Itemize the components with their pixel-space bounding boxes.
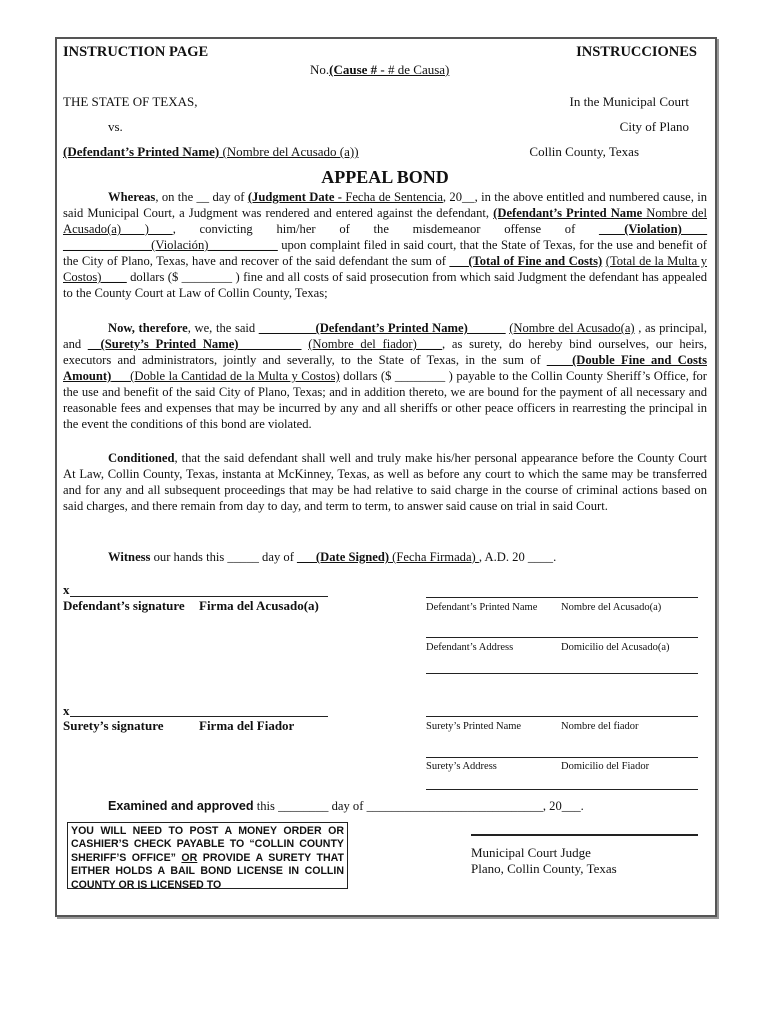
surety-signature-label-es: Firma del Fiador <box>199 718 295 733</box>
defendant-signature-line[interactable] <box>70 596 328 597</box>
surety-address-label-es: Domicilio del Fiador <box>561 761 650 772</box>
paragraph-conditioned: Conditioned, that the said defendant shall well and truly make his/her personal appearance before the County Court At Law, Collin County, Texas, instanta at McKinney, Texas, as well as before any court to which the same may be transferred and for any and all subsequent proceedings that may be had relative to said charge in the course of criminal actions based on said charges, and there remain from day to day, and term to term, to answer said cause on trial in said Court. <box>63 451 707 513</box>
caption-county: Collin County, Texas <box>529 144 639 159</box>
surety-printed-name-label-es: Nombre del fiador <box>561 721 639 732</box>
header-left: INSTRUCTION PAGE <box>63 44 209 60</box>
examined-approved-line: Examined and approved this ________ day of ____________________________, 20___. <box>108 799 584 813</box>
judge-title: Municipal Court Judge <box>471 845 591 860</box>
caption-defendant: (Defendant’s Printed Name) (Nombre del Acusado (a)) <box>63 144 359 159</box>
defendant-address-label-es: Domicilio del Acusado(a) <box>561 642 670 653</box>
judge-signature-line[interactable] <box>471 834 698 836</box>
surety-printed-name-line[interactable] <box>426 716 698 717</box>
defendant-signature-x: x <box>63 582 70 597</box>
paragraph-whereas: Whereas, on the __ day of (Judgment Date - Fecha de Sentencia, 20__, in the above entitled and numbered cause, in said Municipal Court, a Judgment was rendered and entered against the defendant, (Defendant’s Printed Name Nombre del Acusado(a) ) , convicting him/her of the misdemeanor offense of ____(Violation)____ ______________(Violación)___________ upon complaint filed in said court, that the State of Texas, for the use and benefit of the City of Plano, Texas, have and recover of the said defendant the sum of ___(Total of Fine and Costs) (Total de la Multa y Costos)____ dollars ($ ________ ) fine and all costs of said prosecution from which said Judgment the defendant has appealed to the County Court at Law of Collin County, Texas; <box>63 190 708 300</box>
defendant-printed-name-line[interactable] <box>426 597 698 598</box>
payment-notice-box: YOU WILL NEED TO POST A MONEY ORDER OR CASHIER’S CHECK PAYABLE TO “COLLIN COUNTY SHERIFF’S OFFICE” OR PROVIDE A SURETY THAT EITHER HOLDS A BAIL BOND LICENSE IN COLLIN COUNTY OR IS LICENSED TO <box>67 822 348 889</box>
defendant-signature-label: Defendant’s signature <box>63 598 185 613</box>
defendant-address-line[interactable] <box>426 637 698 638</box>
defendant-printed-name-label-es: Nombre del Acusado(a) <box>561 602 662 613</box>
defendant-address-label: Defendant’s Address <box>426 642 514 653</box>
surety-address-line[interactable] <box>426 757 698 758</box>
caption-city: City of Plano <box>619 119 689 134</box>
caption-vs: vs. <box>108 119 123 134</box>
surety-address-line-2[interactable] <box>426 789 698 790</box>
cause-number: No.(Cause # - # de Causa) <box>310 62 450 77</box>
caption-court: In the Municipal Court <box>569 94 689 109</box>
surety-signature-label: Surety’s signature <box>63 718 164 733</box>
defendant-printed-name-label: Defendant’s Printed Name <box>426 602 538 613</box>
judge-location: Plano, Collin County, Texas <box>471 861 617 876</box>
header-right: INSTRUCCIONES <box>576 44 697 60</box>
paragraph-witness: Witness our hands this _____ day of ___(Date Signed) (Fecha Firmada) , A.D. 20 ____. <box>108 550 557 564</box>
document-title: APPEAL BOND <box>321 167 449 187</box>
paragraph-now-therefore: Now, therefore, we, the said _________(Defendant’s Printed Name)______ (Nombre del Acusado(a) , as principal, and __(Surety’s Printed Name)__________ (Nombre del fiador)____, as surety, do hereby bind ourselves, our heirs, executors and administrators, jointly and severally, to the State of Texas, in the sum of ____(Double Fine and Costs Amount)___(Doble la Cantidad de la Multa y Costos) dollars ($ ________ ) payable to the Collin County Sheriff’s Office, for the use and benefit of the said City of Plano, Texas; and in addition thereto, we are bound for the payment of all necessary and reasonable fees and expenses that may be incurred by any and all sheriffs or other peace officers in rearresting the principal in the event the conditions of this bond are violated. <box>63 321 707 431</box>
defendant-signature-label-es: Firma del Acusado(a) <box>199 598 319 613</box>
caption-state: THE STATE OF TEXAS, <box>63 94 198 109</box>
defendant-address-line-2[interactable] <box>426 673 698 674</box>
surety-signature-x: x <box>63 703 70 718</box>
surety-printed-name-label: Surety’s Printed Name <box>426 721 522 732</box>
surety-signature-line[interactable] <box>70 716 328 717</box>
surety-address-label: Surety’s Address <box>426 761 497 772</box>
